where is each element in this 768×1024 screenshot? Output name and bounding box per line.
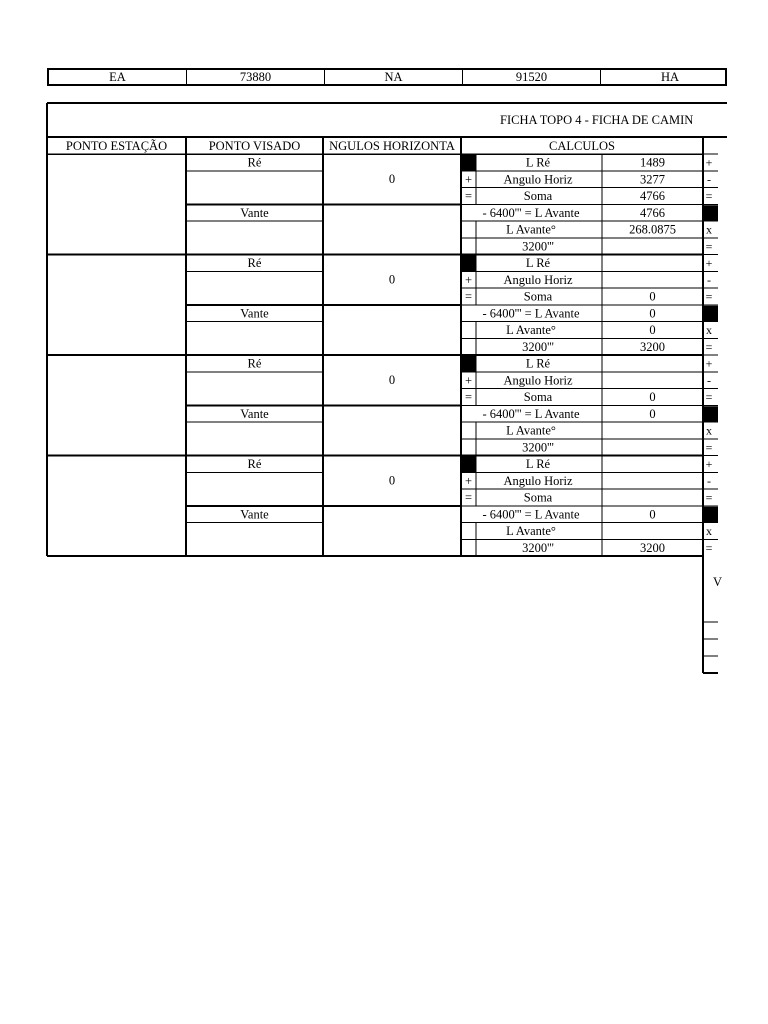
right-op: - <box>707 473 711 488</box>
calc-label-soma: Soma <box>523 189 553 203</box>
calc-label-3200: 3200''' <box>522 440 554 455</box>
partial-v-label: V <box>713 575 723 589</box>
calc-label-angulo: Angulo Horiz <box>503 272 573 287</box>
op-plus: + <box>464 272 473 287</box>
right-op: x <box>706 323 712 337</box>
black-op-cell <box>461 155 476 171</box>
calc-label-3200: 3200''' <box>522 339 554 354</box>
value-3200: 3200 <box>640 339 665 354</box>
angle-value: 0 <box>388 172 396 186</box>
visado-re: Ré <box>247 155 262 170</box>
calc-label-l-re: L Ré <box>525 256 551 270</box>
value-soma: 4766 <box>640 189 665 203</box>
value-l-avante: 0 <box>649 306 656 321</box>
right-op: + <box>705 256 713 270</box>
right-black-cell <box>704 406 718 422</box>
value-l-avante-deg: 0 <box>649 323 656 337</box>
calc-label-l-avante-eq: - 6400''' = L Avante <box>482 507 580 522</box>
right-op: + <box>705 155 713 170</box>
value-l-re: 1489 <box>640 155 665 170</box>
visado-vante: Vante <box>240 306 269 321</box>
right-op: = <box>705 189 713 203</box>
value-angulo: 3277 <box>640 172 665 187</box>
op-equals: = <box>464 189 473 203</box>
right-black-cell <box>704 507 718 523</box>
calc-label-angulo: Angulo Horiz <box>503 473 573 488</box>
visado-vante: Vante <box>240 205 269 220</box>
value-l-avante: 4766 <box>640 205 665 220</box>
op-equals: = <box>464 289 473 304</box>
right-op: = <box>705 339 713 354</box>
right-op: = <box>705 490 713 505</box>
na-value: 91520 <box>463 70 601 84</box>
right-op: x <box>706 524 712 538</box>
value-l-avante-deg: 268.0875 <box>629 222 676 237</box>
black-op-cell <box>461 256 476 272</box>
right-black-cell <box>704 205 718 221</box>
calc-label-l-re: L Ré <box>525 155 551 170</box>
ea-label: EA <box>49 70 187 84</box>
header-calculos: CALCULOS <box>549 139 615 153</box>
right-op: - <box>707 172 711 187</box>
calc-label-l-avante-eq: - 6400''' = L Avante <box>482 306 580 321</box>
calc-label-3200: 3200''' <box>522 239 554 254</box>
na-label: NA <box>325 70 463 84</box>
op-plus: + <box>464 373 473 388</box>
op-plus: + <box>464 172 473 187</box>
calc-label-angulo: Angulo Horiz <box>503 373 573 388</box>
value-soma: 0 <box>649 289 656 304</box>
value-3200: 3200 <box>640 540 665 555</box>
op-plus: + <box>464 473 473 488</box>
right-op: - <box>707 373 711 388</box>
value-l-avante: 0 <box>649 406 656 421</box>
calc-label-l-avante-deg: L Avante° <box>506 323 556 337</box>
header-ponto-estacao: PONTO ESTAÇÃO <box>65 139 168 153</box>
right-op: = <box>705 540 713 555</box>
right-op: = <box>705 239 713 254</box>
sheet-title: FICHA TOPO 4 - FICHA DE CAMIN <box>500 113 694 127</box>
right-op: + <box>705 457 713 471</box>
right-op: x <box>706 222 712 237</box>
black-op-cell <box>461 356 476 372</box>
visado-re: Ré <box>247 457 262 471</box>
right-op: - <box>707 272 711 287</box>
right-black-cell <box>704 306 718 322</box>
black-op-cell <box>461 457 476 473</box>
value-soma: 0 <box>649 390 656 404</box>
calc-label-l-avante-deg: L Avante° <box>506 423 556 438</box>
right-op: + <box>705 356 713 371</box>
op-equals: = <box>464 390 473 404</box>
calc-label-l-re: L Ré <box>525 356 551 371</box>
value-l-avante: 0 <box>649 507 656 522</box>
ha-label: HA <box>660 70 680 84</box>
visado-re: Ré <box>247 356 262 371</box>
header-angulos: NGULOS HORIZONTA <box>329 139 455 153</box>
op-equals: = <box>464 490 473 505</box>
calc-label-l-re: L Ré <box>525 457 551 471</box>
calc-label-l-avante-deg: L Avante° <box>506 222 556 237</box>
ea-value: 73880 <box>187 70 325 84</box>
calc-label-angulo: Angulo Horiz <box>503 172 573 187</box>
calc-label-l-avante-deg: L Avante° <box>506 524 556 538</box>
visado-re: Ré <box>247 256 262 270</box>
right-op: x <box>706 423 712 438</box>
calc-label-l-avante-eq: - 6400''' = L Avante <box>482 406 580 421</box>
angle-value: 0 <box>388 473 396 488</box>
header-ponto-visado: PONTO VISADO <box>208 139 301 153</box>
calc-label-soma: Soma <box>523 390 553 404</box>
visado-vante: Vante <box>240 406 269 421</box>
angle-value: 0 <box>388 272 396 287</box>
calc-label-l-avante-eq: - 6400''' = L Avante <box>482 205 580 220</box>
calc-label-soma: Soma <box>523 490 553 505</box>
calc-label-3200: 3200''' <box>522 540 554 555</box>
right-op: = <box>705 390 713 404</box>
calc-label-soma: Soma <box>523 289 553 304</box>
right-op: = <box>705 289 713 304</box>
right-op: = <box>705 440 713 455</box>
visado-vante: Vante <box>240 507 269 522</box>
angle-value: 0 <box>388 373 396 387</box>
